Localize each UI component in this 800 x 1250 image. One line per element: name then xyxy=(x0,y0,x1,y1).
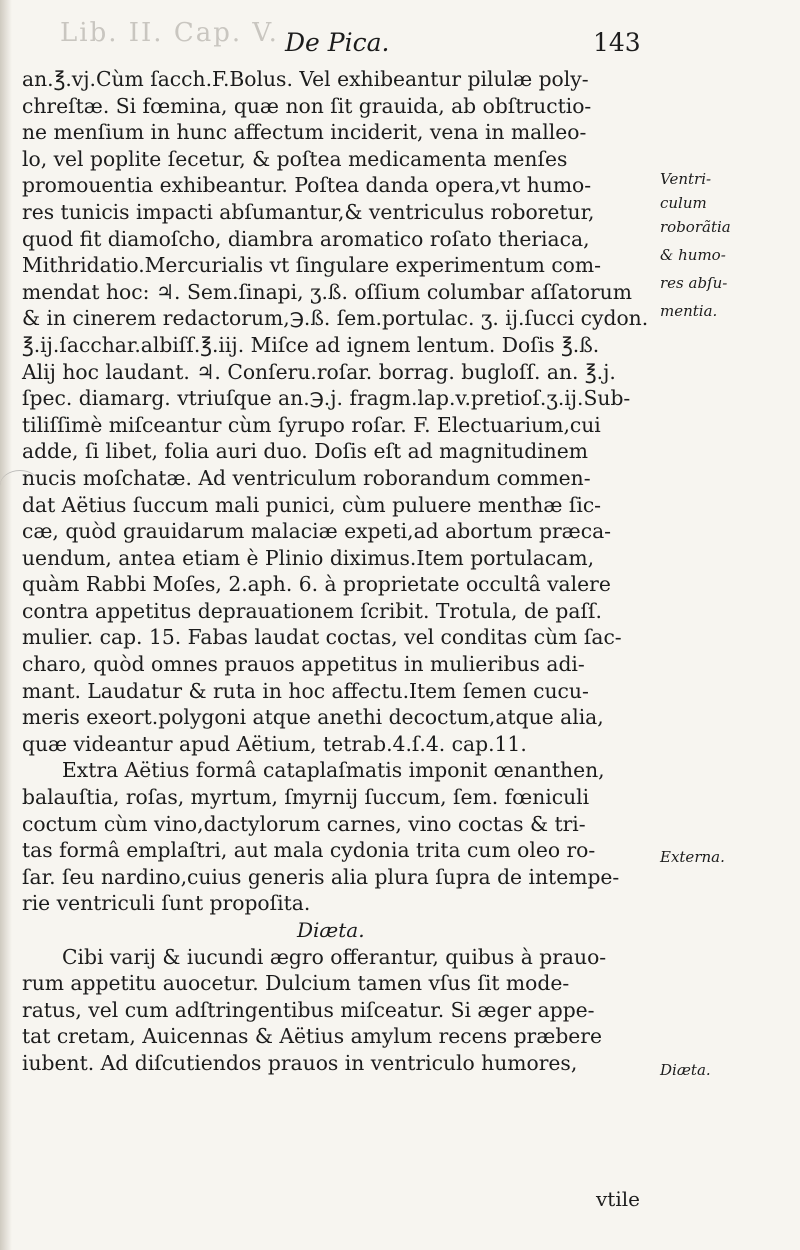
text-line: quæ videantur apud Aëtium, tetrab.4.ſ.4. cap.11. xyxy=(22,731,527,756)
margin-note: Ventri- xyxy=(660,170,712,188)
text-line: res tunicis impacti abſumantur,& ventriculus roboretur, xyxy=(22,199,595,224)
text-line: tas formâ emplaſtri, aut mala cydonia trita cum oleo ro- xyxy=(22,838,596,863)
text-line: chreſtæ. Si fœmina, quæ non ſit grauida, ab obſtructio- xyxy=(22,93,592,118)
bleed-through-text: Lib. II. Cap. V. xyxy=(60,18,279,48)
paragraph-start-line: Extra Aëtius formâ cataplaſmatis imponit œnanthen, xyxy=(62,758,605,783)
text-line: promouentia exhibeantur. Poſtea danda opera,vt humo- xyxy=(22,173,592,198)
text-line: Mithridatio.Mercurialis vt ſingulare experimentum com- xyxy=(22,253,601,278)
margin-note: mentia. xyxy=(660,302,718,320)
text-line: cæ, quòd grauidarum malaciæ expeti,ad abortum præca- xyxy=(22,519,612,544)
text-line: uendum, antea etiam è Plinio diximus.Item portulacam, xyxy=(22,545,595,570)
text-line: dat Aëtius ſuccum mali punici, cùm puluere menthæ ſic- xyxy=(22,492,602,517)
margin-note: Externa. xyxy=(660,848,725,866)
text-line: ℥.ij.ſacchar.albiſſ.℥.iij. Miſce ad ignem lentum. Doſis ℥.ß. xyxy=(22,332,600,357)
page-gutter-shadow xyxy=(0,0,12,1250)
text-line: contra appetitus deprauationem ſcribit. Trotula, de paſſ. xyxy=(22,598,602,623)
running-header xyxy=(0,28,800,68)
text-line: tat cretam, Auicennas & Aëtius amylum recens præbere xyxy=(22,1024,602,1049)
text-line: quod fit diamoſcho, diambra aromatico roſato theriaca, xyxy=(22,226,590,251)
text-line: nucis moſchatæ. Ad ventriculum roborandum commen- xyxy=(22,465,591,490)
text-line: Alij hoc laudant. ♃. Conſeru.roſar. borrag. bugloſſ. an. ℥.j. xyxy=(22,359,616,384)
margin-note: Diæta. xyxy=(660,1061,711,1079)
text-line: mulier. cap. 15. Fabas laudat coctas, vel conditas cùm ſac- xyxy=(22,625,622,650)
text-line: an.℥.vj.Cùm ſacch.F.Bolus. Vel exhibeantur pilulæ poly- xyxy=(22,67,589,91)
text-line: charo, quòd omnes prauos appetitus in mulieribus adi- xyxy=(22,652,585,677)
text-line: & in cinerem redactorum,℈.ß. ſem.portulac. ʒ. ij.ſucci cydon. xyxy=(22,306,649,331)
page-number: 143 xyxy=(593,28,641,57)
text-line: mendat hoc: ♃. Sem.ſinapi, ʒ.ß. oſſium columbar aſſatorum xyxy=(22,279,632,304)
text-line: mant. Laudatur & ruta in hoc affectu.Item ſemen cucu- xyxy=(22,678,589,703)
text-line: balauſtia, roſas, myrtum, ſmyrnij ſuccum, ſem. fœniculi xyxy=(22,785,590,810)
margin-note: roborãtia xyxy=(660,218,731,236)
margin-note: culum xyxy=(660,194,707,212)
pen-stroke-mark xyxy=(0,470,40,501)
running-title: De Pica. xyxy=(285,28,390,57)
section-heading: Diæta. xyxy=(297,918,365,942)
text-line: iubent. Ad diſcutiendos prauos in ventriculo humores, xyxy=(22,1050,578,1075)
text-line: ſpec. diamarg. vtriuſque an.℈.j. fragm.lap.v.pretioſ.ʒ.ij.Sub- xyxy=(22,386,631,411)
text-line: ratus, vel cum adſtringentibus miſceatur. Si æger appe- xyxy=(22,997,595,1022)
text-line: ne menſium in hunc affectum inciderit, vena in malleo- xyxy=(22,120,587,145)
margin-note: & humo- xyxy=(660,246,726,264)
text-line: ſar. ſeu nardino,cuius generis alia plura ſupra de intempe- xyxy=(22,864,620,889)
catchword: vtile xyxy=(596,1187,640,1211)
margin-note: res abſu- xyxy=(660,274,728,292)
text-line: coctum cùm vino,dactylorum carnes, vino coctas & tri- xyxy=(22,811,586,836)
text-line: lo, vel poplite ſecetur, & poſtea medicamenta menſes xyxy=(22,146,568,171)
text-line: tiliſſimè miſceantur cùm ſyrupo roſar. F. Electuarium,cui xyxy=(22,412,601,437)
text-line: meris exeort.polygoni atque anethi decoctum,atque alia, xyxy=(22,705,604,730)
paragraph-start-line: Cibi varij & iucundi ægro offerantur, quibus à prauo- xyxy=(62,944,607,969)
text-line: adde, ſi libet, folia auri duo. Doſis eſt ad magnitudinem xyxy=(22,439,588,464)
body-text xyxy=(22,66,652,1077)
text-line: rum appetitu auocetur. Dulcium tamen vſus ſit mode- xyxy=(22,971,570,996)
text-line: quàm Rabbi Moſes, 2.aph. 6. à proprietate occultâ valere xyxy=(22,572,611,597)
text-line: rie ventriculi ſunt propoſita. xyxy=(22,891,311,916)
